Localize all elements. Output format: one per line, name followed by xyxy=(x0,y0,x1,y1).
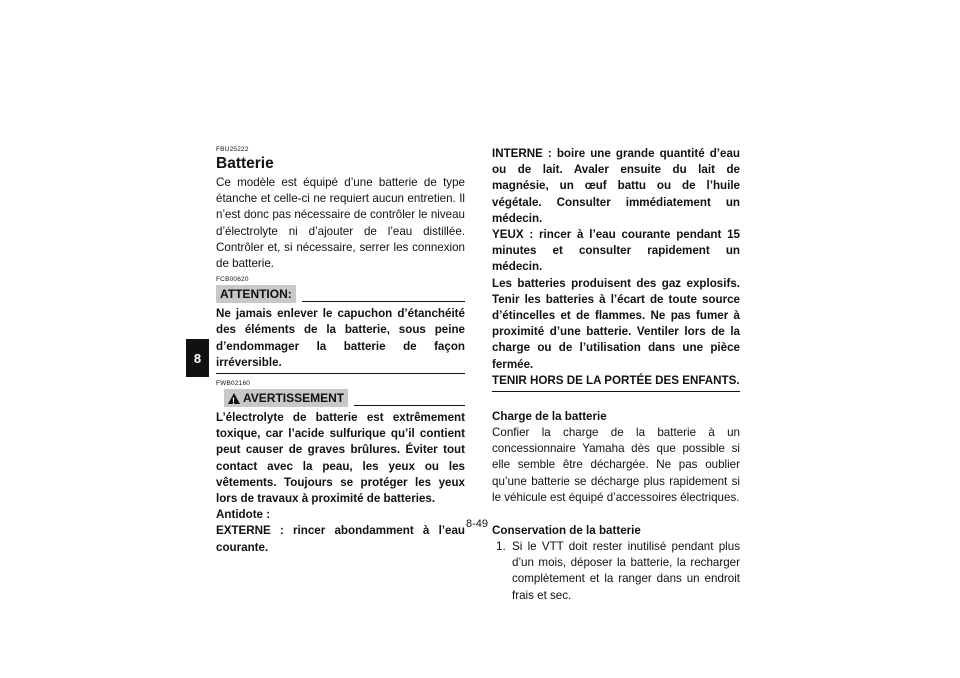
externe-text: EXTERNE : rincer abondamment à l’eau courante. xyxy=(216,524,465,554)
hors-portee-text: TENIR HORS DE LA PORTÉE DES ENFANTS. xyxy=(492,373,740,387)
divider xyxy=(302,301,465,302)
antidote-label: Antidote : xyxy=(216,508,271,522)
warning-code: FWB02160 xyxy=(216,380,251,388)
warning-box xyxy=(224,389,348,407)
section-code: FBU25222 xyxy=(216,146,249,153)
attention-text: Ne jamais enlever le capuchon d’étanchéité des éléments de la batterie, sous peine d’endommager la batterie de façon irréversible. xyxy=(216,307,465,369)
chapter-number: 8 xyxy=(193,351,202,366)
interne-text: INTERNE : boire une grande quantité d’eau ou de lait. Avaler ensuite du lait de magnésie, un œuf battu ou de l’huile végétale. Consulter immédiatement un médecin. xyxy=(492,147,740,225)
page-number: 8-49 xyxy=(466,518,489,530)
warning-header xyxy=(216,389,465,407)
divider xyxy=(492,391,740,392)
list-item-number: 1. xyxy=(496,540,506,554)
chapter-tab xyxy=(186,339,209,377)
divider xyxy=(216,373,465,374)
warning-triangle-icon xyxy=(228,393,240,404)
left-column xyxy=(216,146,465,556)
yeux-text: YEUX : rincer à l’eau courante pendant 15 minutes et consulter rapidement un médecin. xyxy=(492,228,740,274)
divider xyxy=(354,405,465,406)
gaz-text: Les batteries produisent des gaz explosifs. Tenir les batteries à l’écart de toute source d’étincelles et de flammes. Ne pas fumer à proximité d’une batterie. Ventiler lors de la charge ou de l’utilisation dans une pièce fermée. xyxy=(492,276,740,371)
list-item-text: Si le VTT doit rester inutilisé pendant plus d’un mois, déposer la batterie, la recharger complètement et la ranger dans un endroit frais et sec. xyxy=(512,540,740,602)
charge-heading: Charge de la batterie xyxy=(492,410,607,424)
conservation-heading: Conservation de la batterie xyxy=(492,524,641,538)
intro-paragraph: Ce modèle est équipé d’une batterie de type étanche et celle-ci ne requiert aucun entretien. Il n’est donc pas nécessaire de contrôler le niveau d’électrolyte ni d’ajouter de l’eau distillée. Contrôler et, si nécessaire, serrer les connexion de batterie. xyxy=(216,176,465,271)
conservation-list xyxy=(492,539,740,604)
attention-code: FCB00620 xyxy=(216,276,249,284)
attention-label: ATTENTION: xyxy=(216,285,296,303)
section-heading: Batterie xyxy=(216,155,274,172)
warning-label: AVERTISSEMENT xyxy=(243,391,345,406)
list-item xyxy=(492,539,740,604)
right-column xyxy=(492,146,740,604)
charge-paragraph: Confier la charge de la batterie à un concessionnaire Yamaha dès que possible si elle semble être déchargée. Ne pas oublier qu’une batterie se décharge plus rapidement si le véhicule est équipé d’accessoires électriques. xyxy=(492,426,740,504)
warning-text: L’électrolyte de batterie est extrêmement toxique, car l’acide sulfurique qu’il contient peut causer de graves brûlures. Éviter tout contact avec la peau, les yeux ou les vêtements. Toujours se protéger les yeux lors de travaux à proximité de batteries. xyxy=(216,411,465,506)
attention-header xyxy=(216,285,465,303)
